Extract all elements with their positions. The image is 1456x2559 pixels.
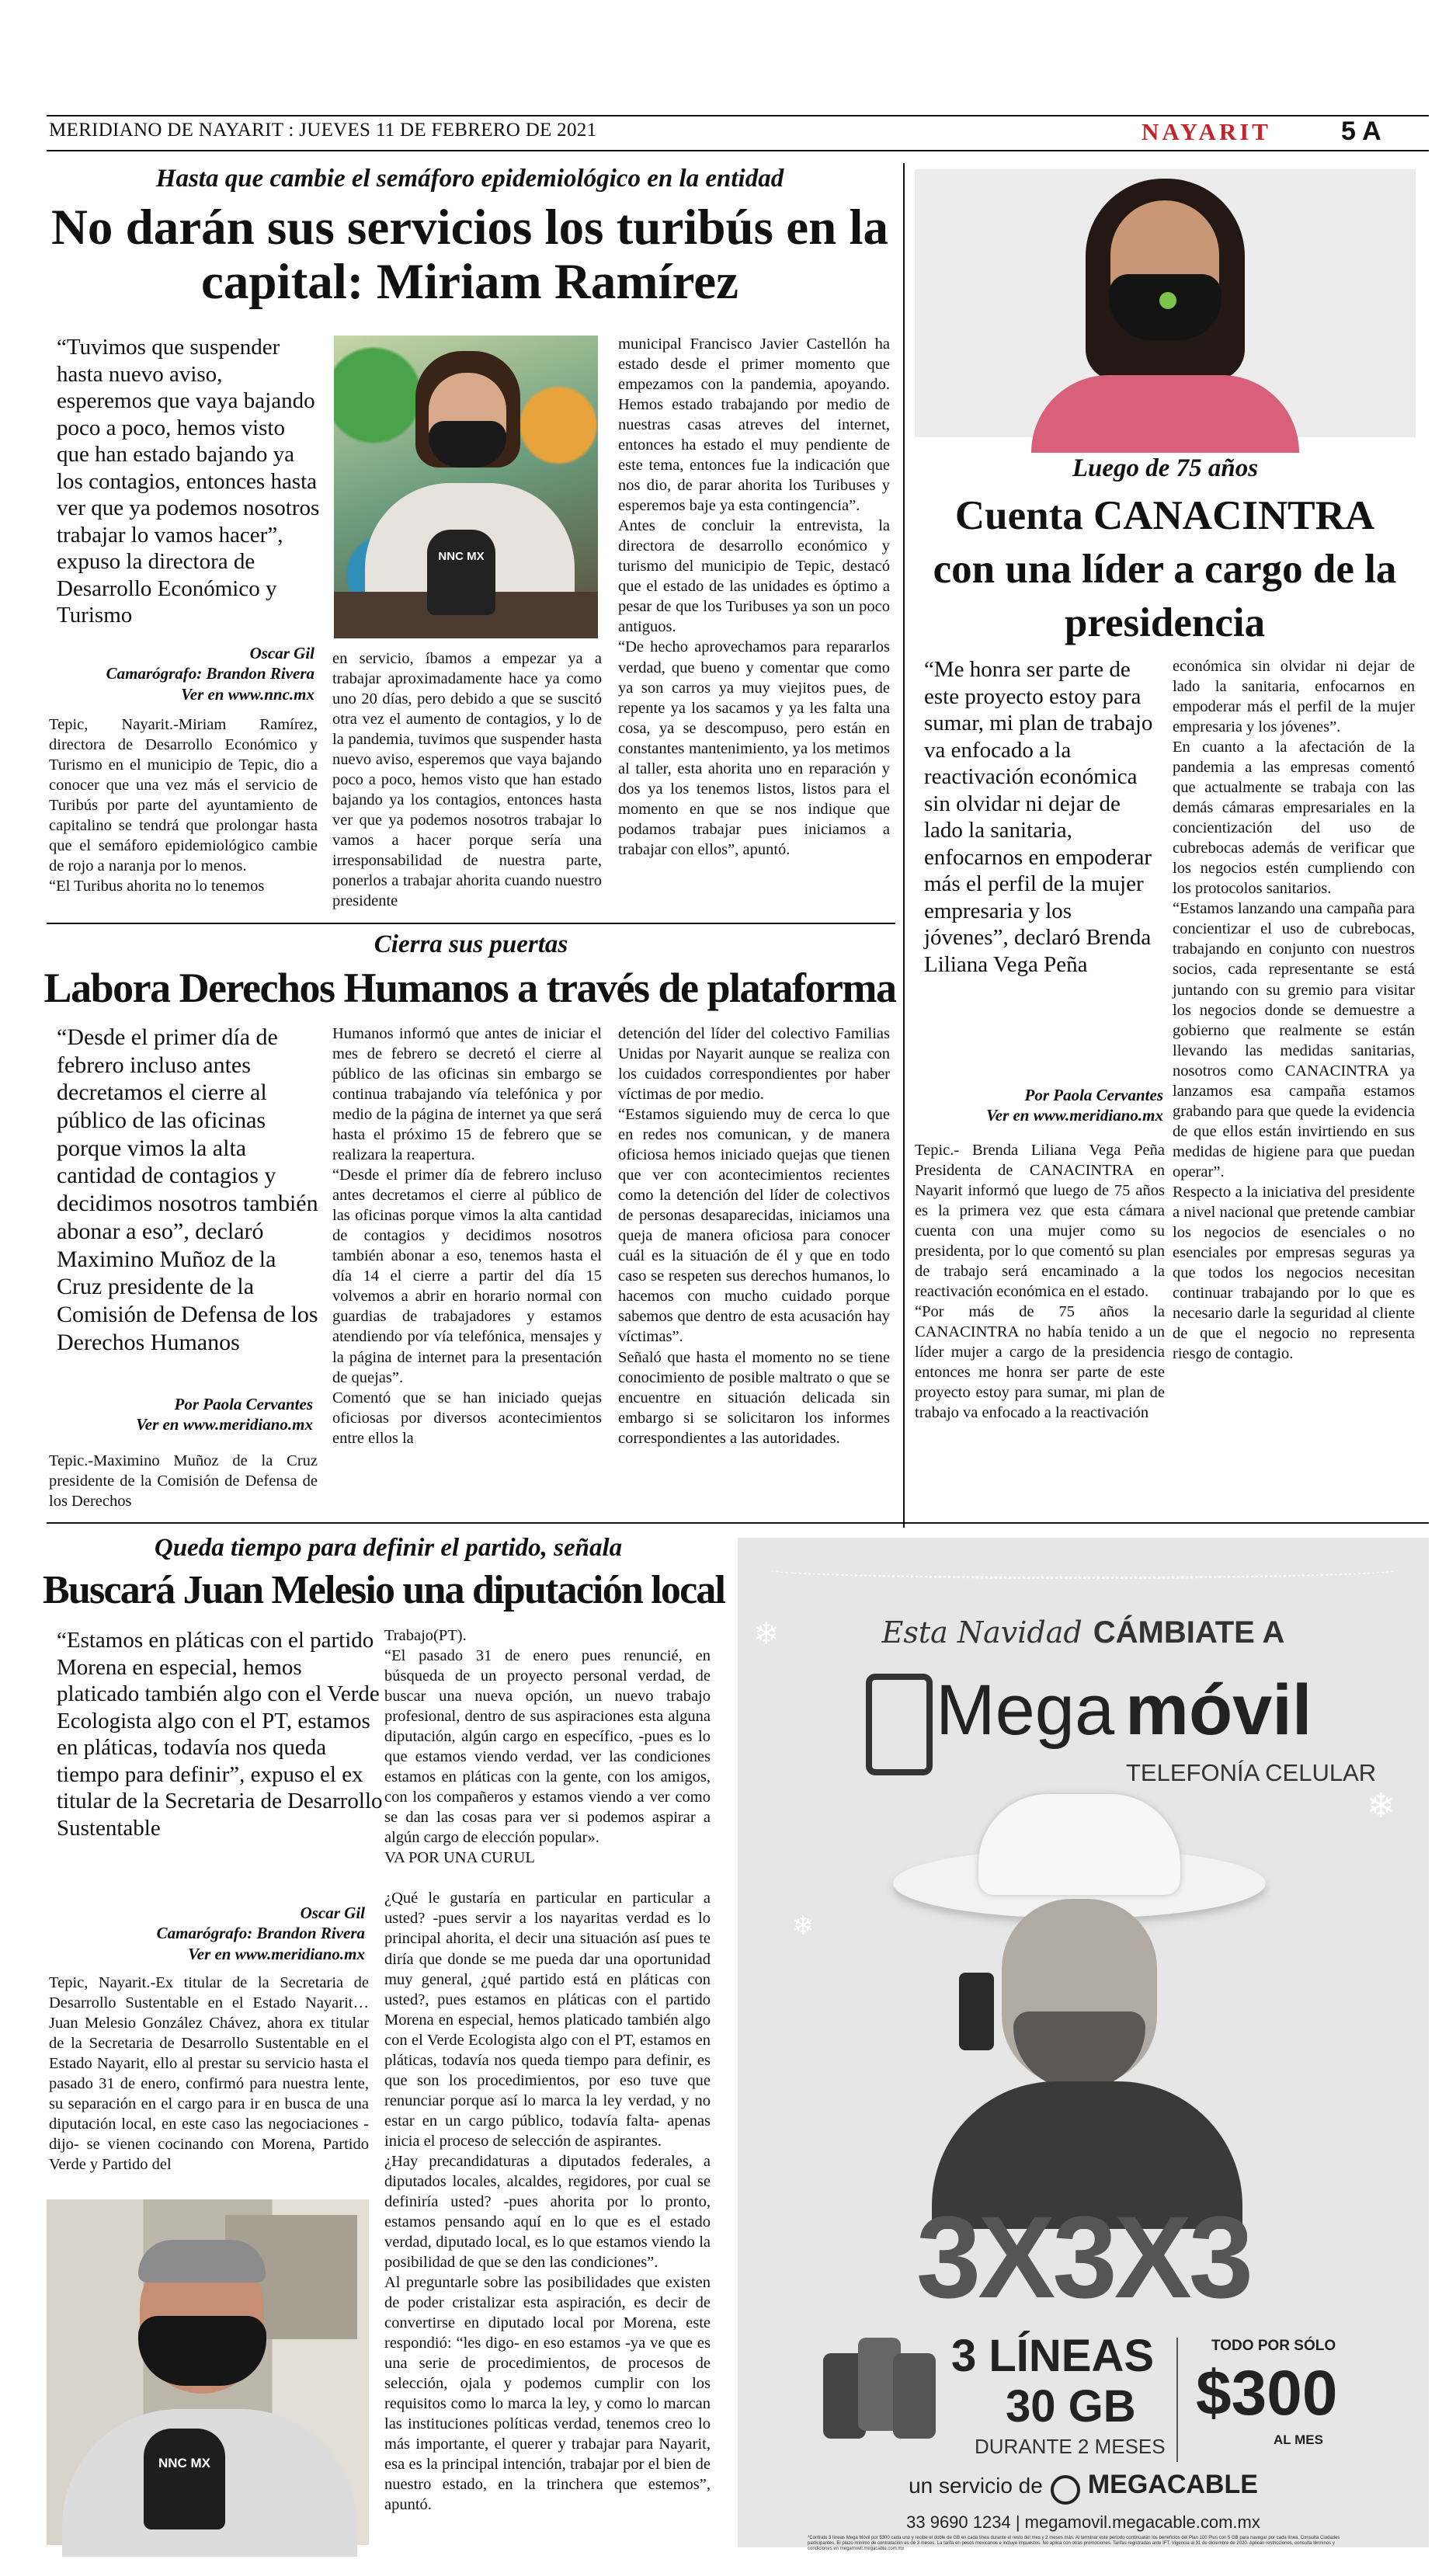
face-mask [429,421,506,468]
masthead: MERIDIANO DE NAYARIT : JUEVES 11 DE FEBRERO DE 2021 [49,120,597,141]
price-divider [1176,2338,1178,2462]
megamovil-ad[interactable] [738,1538,1429,2551]
article1-divider [903,163,905,1528]
article2-quote: “Me honra ser parte de este proyecto estoy para sumar, mi plan de trabajo va enfocado a la reactivación económica sin olvidar ni dejar de lado la sanitaria, enfocarnos en empoderar más el perfil de la mujer empresaria y los jóvenes”, declaró Brenda Liliana Vega Peña [924,657,1153,977]
header-rule-top [47,115,1429,116]
article4-kicker: Queda tiempo para definir el partido, señala [154,1534,623,1562]
byline-web: Ver en www.meridiano.mx [136,1415,313,1434]
brand-movil: móvil [1125,1671,1312,1750]
article4-quote: “Estamos en pláticas con el partido Morena en especial, hemos platicado también algo con el Verde Ecologista algo con el PT, estamos en pláticas, todavía nos queda tiempo para definir”, expuso el ex titular de la Secretaria de Desarrollo Sustentable [57,1628,383,1841]
person-hair [138,2240,266,2283]
article3-headline: Labora Derechos Humanos a través de plataforma [43,965,896,1011]
gb-label: 30 GB [1006,2381,1136,2432]
article2-headline: Cuenta CANACINTRA con una líder a cargo de la presidencia [933,493,1397,645]
phone-icon [893,2353,936,2439]
byline-author: Por Paola Cervantes [174,1395,313,1413]
article2-column-1: Tepic.- Brenda Liliana Vega Peña Presidenta de CANACINTRA en Nayarit informó que luego de 75 años es la primera vez que esta cámara cuenta con una mujer como su presidenta, por lo que comentó su plan de trabajo será encaminado a la reactivación económica en el estado. “Por más de 75 años la CANACINTRA no había tenido a un líder mujer a cargo de la presidencia entonces me honra ser parte de este proyecto estoy para sumar, mi plan de trabajo va enfocado a la reactivación [915,1142,1165,1422]
todo-por-label: TODO POR SÓLO [1211,2338,1336,2354]
servicio-label: un servicio de [909,2474,1043,2498]
article3-top-rule [47,923,895,924]
article3-column-1: Tepic.-Maximino Muñoz de la Cruz presidente de la Comisión de Defensa de los Derechos [49,1452,318,1511]
telefonia-label: TELEFONÍA CELULAR [1126,1759,1377,1786]
megamovil-logo [936,1670,1312,1751]
mask-logo-icon [1159,292,1176,309]
hat-crown [978,1794,1180,1895]
byline-web: Ver en www.nnc.mx [181,684,314,704]
durante-label: DURANTE 2 MESES [975,2435,1166,2458]
ad-script-text: Esta Navidad [881,1615,1082,1650]
article3-quote: “Desde el primer día de febrero incluso antes decretamos el cierre al público de las oficinas porque vimos la alta cantidad de contagios y decidimos nosotros también abonar a eso”, declaró Maximino Muñoz de la Cruz presidente de la Comisión de Defensa de los Derechos Humanos [57,1024,318,1355]
article2-kicker: Luego de 75 años [1072,454,1259,482]
al-mes-label: AL MES [1274,2432,1323,2447]
byline-author: Por Paola Cervantes [1024,1086,1163,1104]
microphone-icon [427,530,495,615]
fine-print: *Contrato 3 líneas Mega Móvil por $300 cada uno y recibe el doble de GB en cada línea durante el resto del mes y 2 meses más. Al terminar este periodo continuarán los beneficios del Plan 100 Plus con 5 GB para navegar por cada línea. Consulta Ciudades participantes. El plazo mínimo de contratación es de 3 meses. La tarifa en pesos mexicanos e incluye impuestos. No aplica con otras promociones. Tarifas registradas ante IFT. Vigencia al 31 de diciembre de 2020. Aplican restricciones, consulta términos y condiciones en megamovil.megacable.com.mx [808,2536,1340,2551]
brand-mega: Mega [936,1671,1115,1750]
article3-column-3: detención del líder del colectivo Familias Unidas por Nayarit aunque se realiza con los cuidados correspondientes por haber víctimas de por medio. “Estamos siguiendo muy de cerca lo que en redes nos comunican, y de manera oficiosa hemos iniciado quejas que tienen que ver con acontecimientos recientes como la detención del líder de colectivos de personas desaparecidas, iniciamos una queja de manera oficiosa para conocer cuál es la situación de él y que en todo caso se respeten sus derechos humanos, lo hacemos con mucho cuidado porque sabemos que dentro de esta acusación hay víctimas”. Señaló que hasta el momento no se tiene conocimiento de posible maltrato o que se encuentre en situación delicada sin embargo si se solicitaron los informes correspondientes a las autoridades. [618,1025,890,1447]
article1-byline [54,643,314,704]
mic-label: NNC MX [438,550,485,563]
article4-column-1: Tepic, Nayarit.-Ex titular de la Secretaria de Desarrollo Sustentable en el Estado Nayarit…Juan Melesio González Chávez, ahora ex titular de la Secretaria de Desarrollo Sustentable en el Estado Nayarit, ello al prestar su servicio hasta el pasado 31 de enero, confirmó para nuestra lente, su separación en el cargo para ir en busca de una diputación local, en este caso las negociaciones -dijo- se vienen cocinando con Morena, Partido Verde y Partido del [49,1974,369,2174]
snowflake-icon: ❄ [753,1616,780,1651]
article1-column-3: municipal Francisco Javier Castellón ha estado desde el primer momento que empezamos con la pandemia, apoyando. Hemos estado trabajando por medio de nuestras casas atreves del internet, entonces ha estado el muy pendiente de este tema, entonces fue la indicación que nos dio, de parar ahorita los Turibuses y esperemos baje ya esta contingencia”. Antes de concluir la entrevista, la directora de desarrollo económico y turismo del municipio de Tepic, destacó que el estado de las unidades es óptimo a pesar de que los Turibuses ya son un poco antiguos. “De hecho aprovechamos para repararlos verdad, que bueno y comentar que como ya son carros ya muy viejitos pues, de repente ya los sacamos y ya les falta una cosa, ya se descompuso, pero están en constantes mantenimiento, ya los metimos al taller, esta ahorita uno en reparación y dos ya los tenemos listos, listos para el momento en que se nos indique que podamos trabajar pues iniciamos a trabajar con ellos”, apuntó. [618,336,890,858]
phone-in-hand [959,1973,994,2050]
article1-column-1: Tepic, Nayarit.-Miriam Ramírez, directora de Desarrollo Económico y Turismo en el municipio de Tepic, dio a conocer que una vez más el servicio de Turibús por parte del ayuntamiento de capitalino se tendrá que prolongar hasta que el semáforo epidemiológico cambie de rojo a naranja por lo menos. “El Turibus ahorita no lo tenemos [49,716,318,895]
promo-3x3x3: 3X3X3 [916,2192,1251,2322]
megacable-row [738,2470,1429,2505]
garland-decoration [769,1561,1398,1579]
article4-headline: Buscará Juan Melesio una diputación local [43,1568,725,1612]
mic-label: NNC MX [158,2456,211,2470]
contact-line[interactable]: 33 9690 1234 | megamovil.megacable.com.mx [906,2512,1260,2532]
article3-column-2: Humanos informó que antes de iniciar el mes de febrero se decretó el cierre al público de las oficinas sin embargo se continua trabajando vía telefónica y por medio de la página de internet ya que será hasta el próximo 15 de febrero que se realizara la reapertura. “Desde el primer día de febrero incluso antes decretamos el cierre al público de las oficinas porque vimos la alta cantidad de contagios y decidimos nosotros también abonar a eso, tenemos hasta el día 14 el cierre a partir del día 15 volvemos a abrir en horario normal con guardias de trabajadores y estamos atendiendo por vía telefónica, mensajes y la página de internet para la presentación de quejas”. Comentó que se han iniciado quejas oficiosas por diversos acontecimientos entre ellos la [332,1025,602,1447]
face-mask [138,2316,266,2386]
byline-camera: Camarógrafo: Brandon Rivera [156,1924,365,1943]
article1-headline: No darán sus servicios los turibús en la capital: Miriam Ramírez [50,200,889,311]
ad-cambiate-text: CÁMBIATE A [1093,1615,1285,1650]
article4-photo [47,2199,369,2545]
article2-byline [916,1085,1163,1126]
snowflake-icon: ❄ [1367,1787,1395,1825]
row-divider [47,1522,1429,1524]
byline-author: Oscar Gil [300,1904,365,1922]
byline-camera: Camarógrafo: Brandon Rivera [106,664,314,683]
article4-column-2: Trabajo(PT). “El pasado 31 de enero pues renuncié, en búsqueda de un proyecto personal verdad, de buscar una nueva opción, un nuevo trabajo profesional, dentro de sus aspiraciones esta alguna diputación, algún cargo en específico, -pues es lo que estamos viendo verdad, ver las condiciones estamos en pláticas con la gente, con los amigos, con los compañeros y estamos viendo a ver como se dan las cosas para ver si podemos aspirar a algún cargo de elección popular». VA POR UNA CURUL ¿Qué le gustaría en particular en particular a usted? -pues servir a los nayaritas verdad es lo principal ahorita, el decir una situación así pues te diría que donde se me pueda dar una oportunidad muy general, ¿qué partido está en pláticas con usted?, pues estamos en pláticas con el partido Morena en especial, hemos platicado también algo con el Verde Ecologista algo con el PT, estamos en pláticas, todavía nos queda tiempo para definir, es que son los procedimientos, por eso tuve que renunciar porque así lo marca la ley verdad, y no estar en un cargo público, todavía falta- apenas inicia el proceso de selección de aspirantes. ¿Hay precandidaturas a diputados federales, a diputados locales, alcaldes, regidores, por cual se definiría usted? -pues ahorita por lo pronto, estamos pensando aquí en lo que es el estado verdad, diputado local, es lo que estamos viendo la posibilidad de que se den las condiciones”. Al preguntarle sobre las posibilidades que existen de poder cristalizar esta aspiración, es decir de convertirse en diputado local por Morena, este respondió: “les digo- en eso estamos -ya ve que es una serie de procedimientos, de procesos de selección, ojala y podemos cumplir con los requisitos como lo marca la ley, y como lo marcan las instituciones políticas verdad, tenemos creo lo más importante, el querer y trabajar para Nayarit, esa es la principal intención, trabajar por el bien de nuestro estado, en la trinchera que estemos”, apuntó. [384,1627,711,2514]
lineas-label: 3 LÍNEAS [951,2331,1155,2381]
article4-byline [54,1903,365,1964]
article1-column-2: en servicio, íbamos a empezar ya a trabajar aproximadamente hace ya como uno 20 días, pero debido a que se suscitó otra vez el aumento de contagios, y lo de la pandemia, tuvimos que suspender hasta nuevo aviso, esperemos que vaya bajando poco a poco, hemos visto que han estado bajando ya los contagios, entonces hasta ver que ya podemos nosotros trabajar lo vamos a hacer porque sería una irresponsabilidad de nuestra parte, ponerlos a trabajar ahorita cuando nuestro presidente [332,650,602,910]
byline-web: Ver en www.meridiano.mx [188,1944,365,1963]
phone-logo-icon [866,1674,933,1775]
person-beard [1013,2011,1145,2089]
byline-web: Ver en www.meridiano.mx [986,1106,1163,1125]
section-name: NAYARIT [1142,118,1271,145]
phones-graphic [823,2338,940,2446]
article2-photo [915,169,1416,437]
article1-kicker: Hasta que cambie el semáforo epidemiológico en la entidad [155,165,784,193]
article3-byline [50,1394,313,1435]
article1-quote: “Tuvimos que suspender hasta nuevo aviso, esperemos que vaya bajando poco a poco, hemos visto que han estado bajando ya los contagios, entonces hasta ver que ya podemos nosotros trabajar lo vamos hacer”, expuso la directora de Desarrollo Económico y Turismo [57,335,320,628]
article3-kicker: Cierra sus puertas [374,930,568,958]
header-rule-bottom [47,150,1429,151]
microphone-icon [144,2429,225,2529]
page-number: 5 A [1341,116,1381,146]
byline-author: Oscar Gil [249,644,314,662]
article2-column-2: económica sin olvidar ni dejar de lado la sanitaria, enfocarnos en empoderar más el perfil de la mujer empresaria y los jóvenes”. En cuanto a la afectación de la pandemia a las empresas comentó que actualmente se trabaja con las demás cámaras empresariales en la concientización del uso de cubrebocas además de verificar que los negocios estén cumpliendo con los protocolos sanitarios. “Estamos lanzando una campaña para concientizar el uso de cubrebocas, trabajando en conjunto con nuestros socios, cada representante se está juntando con su gremio para visitar los negocios donde se demuestre a gobierno que realmente se están llevando las medidas sanitarias, nosotros como CANACINTRA ya lanzamos esa campaña estamos grabando para que quede la evidencia de que ellos están invirtiendo en sus medidas de higiene para que puedan operar”. Respecto a la iniciativa del presidente a nivel nacional que pretende cambiar los negocios de esenciales o no esenciales por empresas seguras ya que todos los negocios necesitan continuar trabajando por lo que es necesario darle la seguridad al cliente de que el negocio no representa riesgo de contagio. [1173,658,1415,1363]
article1-photo [334,336,598,635]
snowflake-icon: ❄ [792,1912,815,1941]
ad-title-row [738,1615,1429,1650]
megacable-logo: MEGACABLE [1087,2470,1258,2499]
ad-model-photo [885,1794,1281,2229]
person-body [1031,375,1299,453]
megacable-logo-icon [1051,2475,1080,2505]
price-label: $300 [1196,2358,1338,2429]
